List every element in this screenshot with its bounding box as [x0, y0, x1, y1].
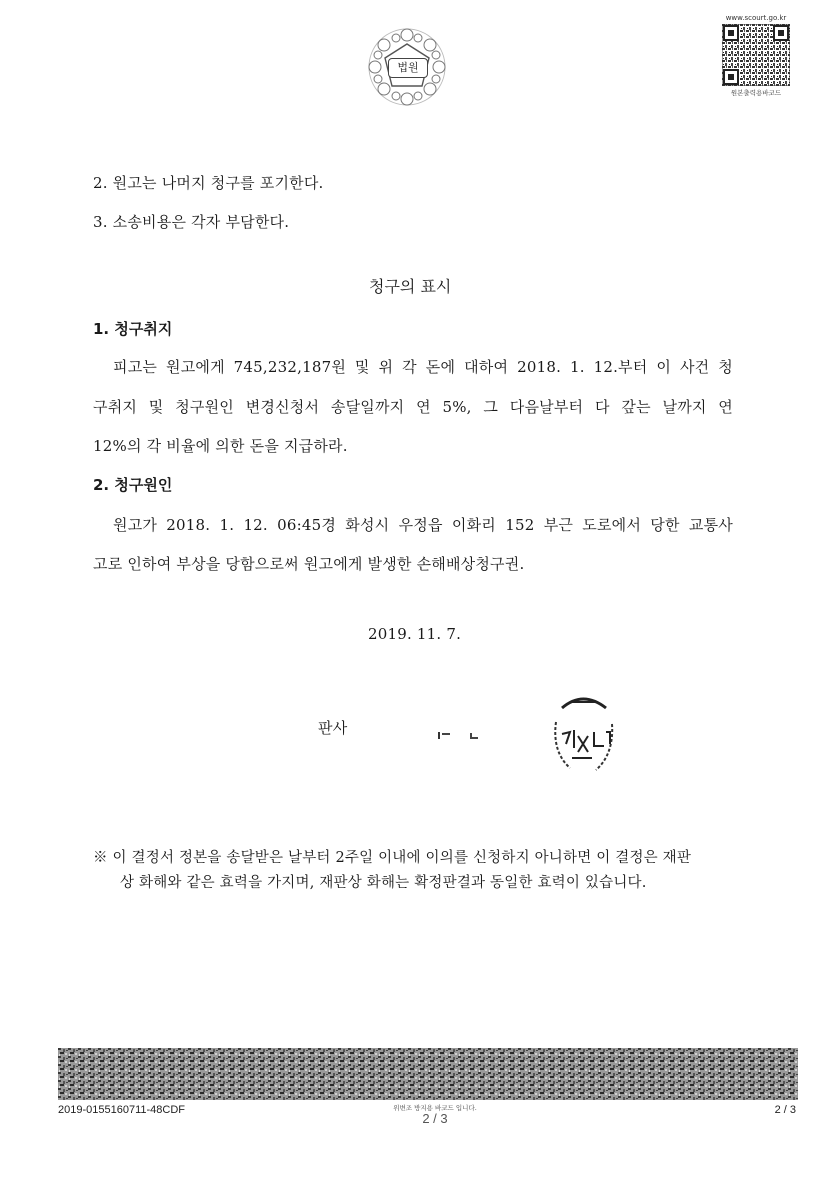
barcode-caption: 원본출력용바코드: [730, 89, 782, 97]
claim-cause-heading: 2. 청구원인: [93, 476, 173, 494]
judge-label: 판사: [318, 719, 348, 737]
anti-forgery-barcode: [58, 1048, 798, 1100]
ruling-item-3: 3. 소송비용은 각자 부담한다.: [93, 213, 290, 231]
document-id: 2019-0155160711-48CDF: [58, 1104, 185, 1116]
notice-line: 상 화해와 같은 효력을 가지며, 재판상 화해는 확정판결과 동일한 효력이 있습니다.: [120, 875, 647, 891]
claim-cause-line: 고로 인하여 부상을 당함으로써 원고에게 발생한 손해배상청구권.: [93, 555, 525, 573]
page-number-center: 2 / 3: [422, 1111, 448, 1126]
judge-seal-icon: [548, 692, 618, 774]
site-url: www.scourt.go.kr: [725, 14, 787, 22]
redacted-name: [436, 728, 484, 740]
page-number: 2 / 3: [774, 1104, 796, 1116]
claim-title: 청구의 표시: [369, 277, 452, 296]
claim-cause-line: 원고가 2018. 1. 12. 06:45경 화성시 우정읍 이화리 152 부근 도로에서 당한 교통사: [113, 516, 733, 534]
notice-line: ※ 이 결정서 정본을 송달받은 날부터 2주일 이내에 이의를 신청하지 아니하면 이 결정은 재판: [93, 850, 692, 866]
claim-purpose-line: 12%의 각 비율에 의한 돈을 지급하라.: [93, 437, 348, 455]
claim-purpose-line: 구취지 및 청구원인 변경신청서 송달일까지 연 5%, 그 다음날부터 다 갚는 날까지 연: [93, 398, 733, 416]
anti-forgery-note: 위변조 방지용 바코드 입니다.: [393, 1104, 477, 1112]
claim-purpose-line: 피고는 원고에게 745,232,187원 및 위 각 돈에 대하여 2018. 1. 12.부터 이 사건 청: [113, 358, 733, 376]
ruling-item-2: 2. 원고는 나머지 청구를 포기한다.: [93, 174, 324, 192]
qr-barcode-icon: [722, 24, 790, 86]
claim-purpose-heading: 1. 청구취지: [93, 320, 173, 338]
emblem-label: 법원: [388, 58, 428, 78]
decision-date: 2019. 11. 7.: [368, 625, 462, 643]
